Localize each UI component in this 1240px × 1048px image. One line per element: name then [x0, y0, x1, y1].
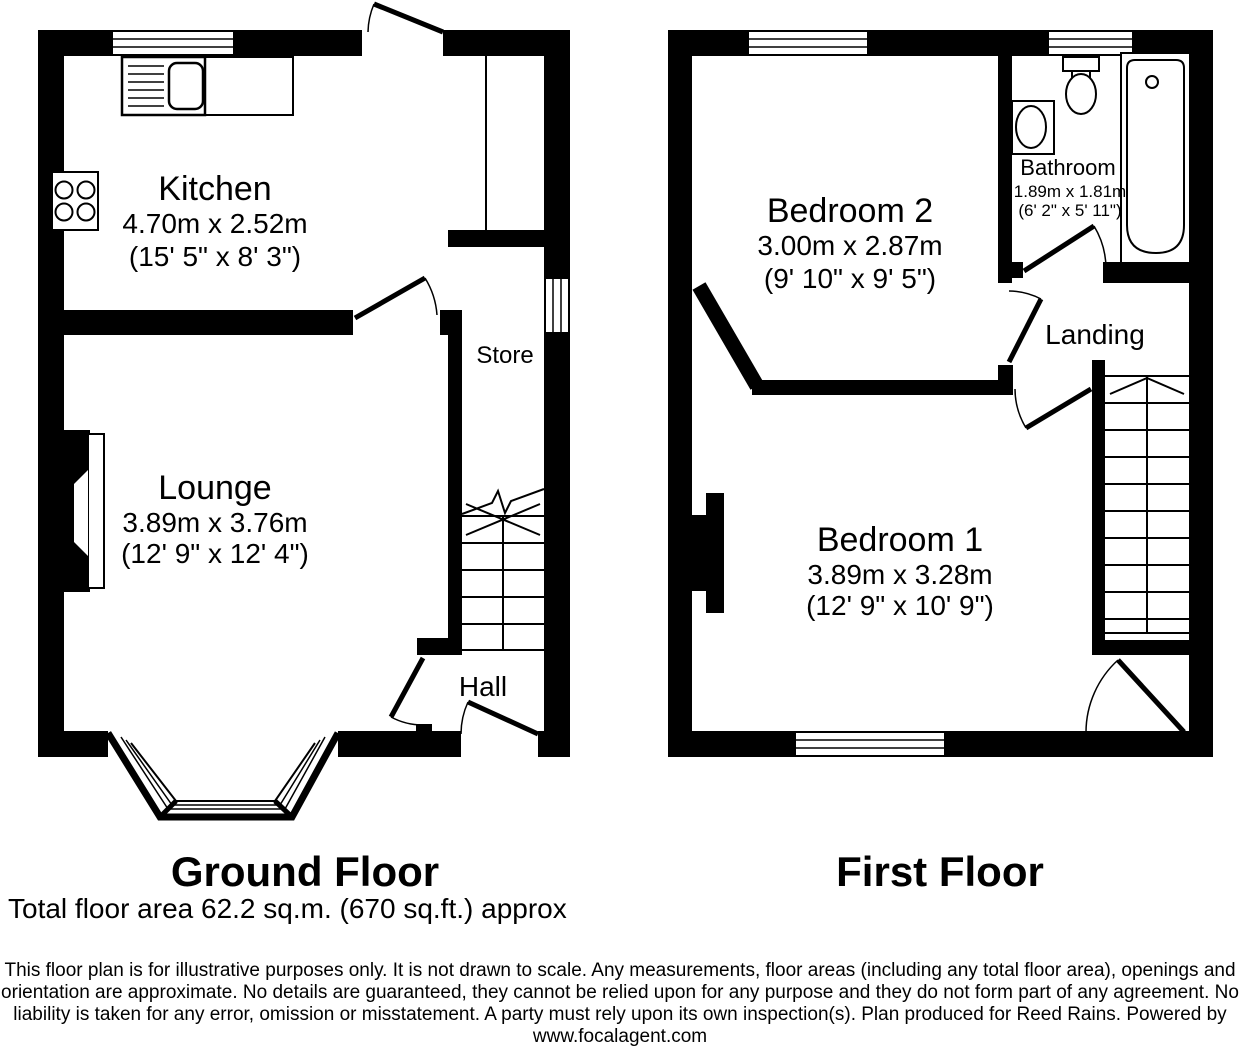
wall-segment — [538, 731, 570, 757]
wall-segment — [868, 30, 1048, 56]
store-label: Store — [476, 342, 534, 369]
kitchen-dims-imperial: (15' 5" x 8' 3") — [128, 241, 302, 272]
bedroom2-door — [1009, 291, 1041, 362]
kitchen-door — [355, 278, 437, 318]
disclaimer-url: www.focalagent.com — [532, 1026, 708, 1047]
store-window — [545, 278, 569, 333]
wall-segment — [417, 638, 462, 655]
ground-staircase — [462, 489, 544, 650]
bedroom2-window — [748, 31, 868, 55]
wall-segment — [1012, 262, 1023, 278]
ground-walls — [38, 30, 570, 757]
bathtub — [1121, 53, 1190, 263]
toilet — [1063, 57, 1099, 114]
wall-segment — [1189, 30, 1213, 757]
wall-segment — [448, 230, 570, 247]
wall-segment — [1103, 262, 1189, 283]
hall-label: Hall — [458, 671, 508, 702]
disclaimer-line: orientation are approximate. No details are guaranteed, they cannot be relied upon for any purpose and they do not form part of any agreement. No — [1, 982, 1239, 1003]
lounge-label: Lounge — [158, 469, 272, 507]
disclaimer-line: liability is taken for any error, omission or misstatement. A party must rely upon its own inspection(s). Plan produced for Reed Rains. Powered by — [13, 1004, 1227, 1025]
wall-segment — [668, 731, 795, 757]
front-door — [461, 702, 538, 734]
wall-segment — [668, 30, 692, 757]
disclaimer-line: This floor plan is for illustrative purposes only. It is not drawn to scale. Any measurements, floor areas (including any total floor area), openings and — [4, 960, 1236, 981]
back-door — [368, 4, 443, 32]
wall-segment — [998, 365, 1013, 395]
kitchen-dims-metric: 4.70m x 2.52m — [122, 208, 308, 239]
wall-segment — [338, 731, 461, 757]
bedroom2-dims-imperial: (9' 10" x 9' 5") — [763, 263, 937, 294]
lounge-dims-imperial: (12' 9" x 12' 4") — [121, 538, 309, 569]
ground-floor-title: Ground Floor — [170, 848, 440, 895]
bathroom-dims-metric: 1.89m x 1.81m — [1013, 182, 1127, 201]
bay-window — [108, 733, 338, 817]
lounge-door — [391, 658, 423, 725]
stair-direction-line — [1147, 378, 1184, 394]
hob — [52, 172, 98, 230]
diagonal-wall — [699, 286, 757, 386]
kitchen-label: Kitchen — [158, 170, 272, 208]
bedroom1-dims-imperial: (12' 9" x 10' 9") — [806, 590, 994, 621]
fireplace-recess — [74, 470, 88, 556]
bathroom-label: Bathroom — [1020, 155, 1116, 180]
landing-label: Landing — [1045, 319, 1145, 350]
total-floor-area: Total floor area 62.2 sq.m. (670 sq.ft.) approx — [8, 893, 567, 924]
stair-direction-line — [1110, 378, 1147, 394]
lounge-dims-metric: 3.89m x 3.76m — [122, 507, 308, 538]
wall-segment — [544, 333, 570, 757]
wall-segment — [38, 30, 64, 757]
wall-segment — [38, 731, 108, 757]
first-floor-title: First Floor — [836, 848, 1044, 895]
wall-segment — [1092, 640, 1189, 655]
wall-segment — [234, 30, 362, 56]
bedroom1-label: Bedroom 1 — [816, 521, 984, 559]
wall-segment — [448, 310, 462, 638]
captions — [1, 848, 1239, 1047]
bedroom2-label: Bedroom 2 — [766, 192, 934, 230]
wall-segment — [64, 310, 353, 335]
wall-segment — [1092, 360, 1105, 640]
wall-segment — [998, 53, 1012, 283]
kitchen-window — [112, 31, 234, 55]
basin — [1012, 101, 1054, 154]
bedroom1-rear-door — [1086, 660, 1184, 732]
bedroom1-dims-metric: 3.89m x 3.28m — [807, 559, 993, 590]
bathroom-dims-imperial: (6' 2" x 5' 11") — [1018, 201, 1122, 220]
fireplace — [58, 430, 104, 592]
bathroom-door — [1024, 226, 1106, 271]
chimney-breast — [692, 493, 724, 613]
bedroom1-window — [795, 732, 945, 756]
first-floor-plan — [668, 30, 1213, 757]
bedroom1-door — [1015, 389, 1091, 428]
bathroom-window — [1048, 31, 1133, 55]
ground-floor-plan — [38, 4, 570, 817]
wall-segment — [752, 380, 998, 395]
first-staircase — [1105, 376, 1189, 633]
stair-break-line — [462, 489, 544, 514]
wall-segment — [945, 731, 1213, 757]
bedroom2-dims-metric: 3.00m x 2.87m — [757, 230, 943, 261]
kitchen-sink — [122, 57, 205, 115]
